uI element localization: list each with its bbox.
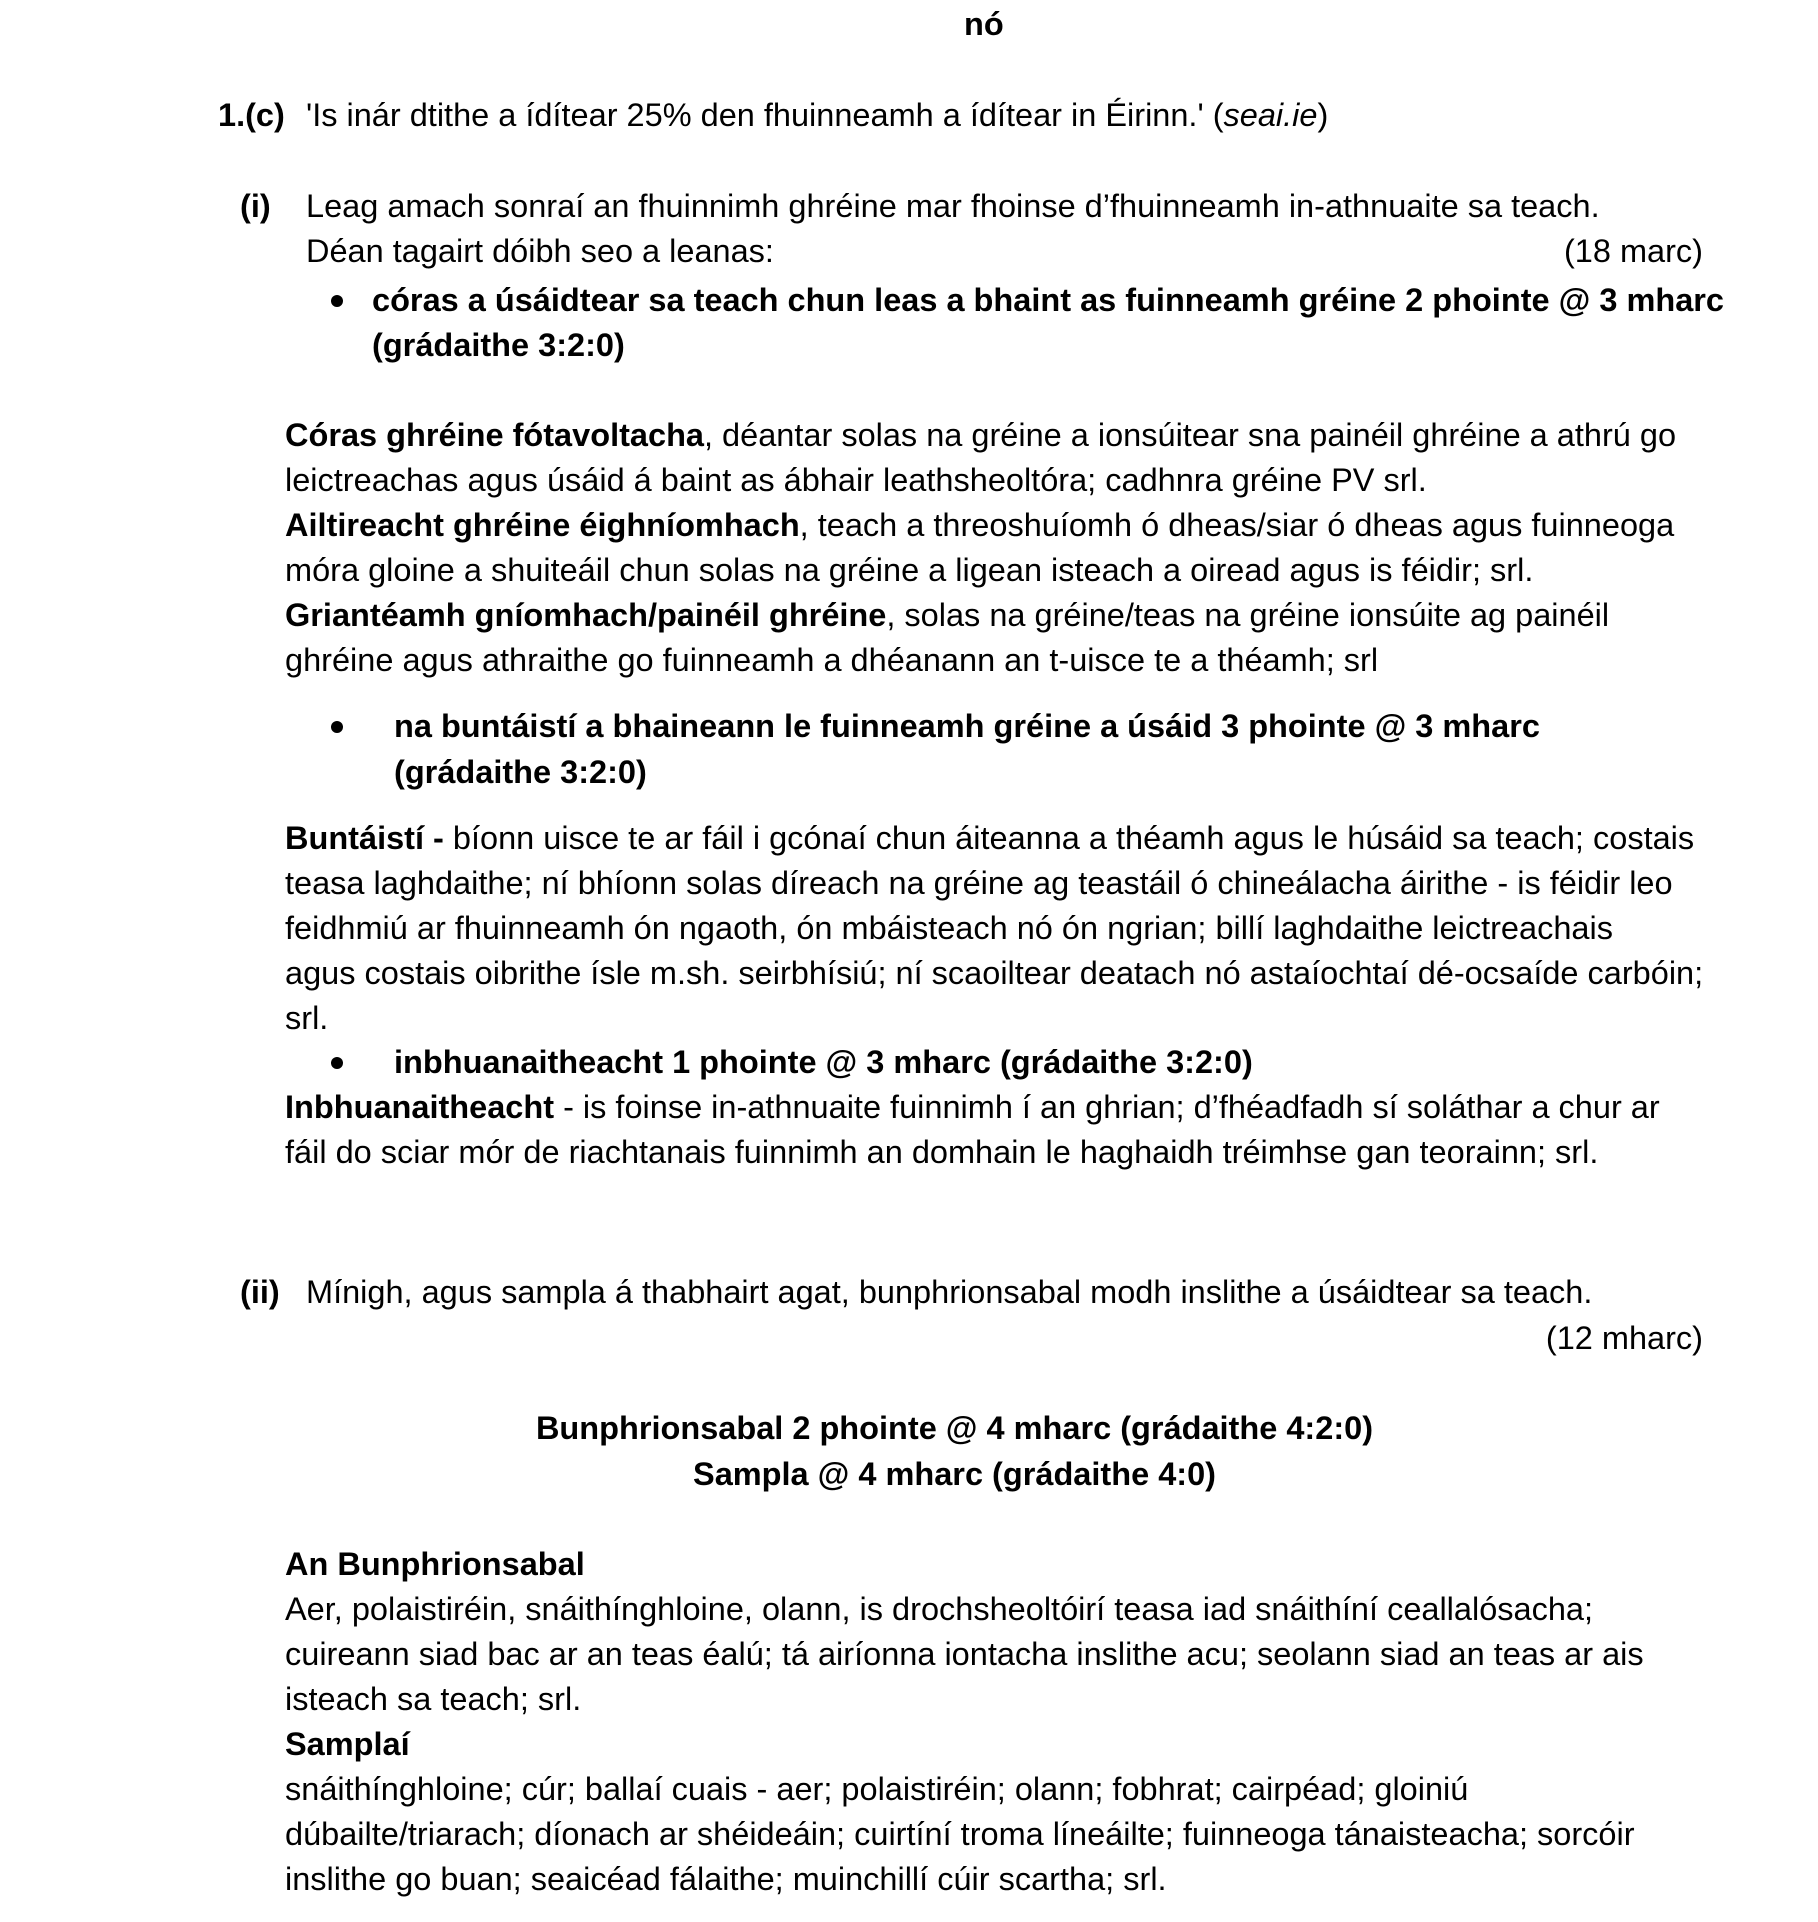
advantages-line3: feidhmiú ar fhuinneamh ón ngaoth, ón mbáisteach nó ón ngrian; billí laghdaithe leictreachais	[285, 910, 1613, 946]
system-2-rest: , teach a threoshuíomh ó dheas/siar ó dheas agus fuinneoga	[799, 507, 1675, 543]
quote-source: seai.ie	[1223, 97, 1318, 133]
principle-heading: An Bunphrionsabal	[285, 1546, 585, 1582]
principle-line1: Aer, polaistiréin, snáithínghloine, olann, is drochsheoltóirí teasa iad snáithíní ceallalósacha;	[285, 1591, 1594, 1627]
sustainability-line2: fáil do sciar mór de riachtanais fuinnimh an domhain le haghaidh tréimhse gan teorainn; srl.	[285, 1134, 1599, 1170]
bullet-2-line2: (grádaithe 3:2:0)	[394, 754, 647, 790]
part-ii-marks: (12 mharc)	[1545, 1320, 1703, 1356]
principle-line2: cuireann siad bac ar an teas éalú; tá airíonna iontacha inslithe acu; seolann siad an teas ar ais	[285, 1636, 1644, 1672]
advantages-line4: agus costais oibrithe ísle m.sh. seirbhísiú; ní scaoiltear deatach nó astaíochtaí dé-ocsaíde carbóin;	[285, 955, 1704, 991]
system-1-line2: leictreachas agus úsáid á baint as ábhair leathsheoltóra; cadhnra gréine PV srl.	[285, 462, 1427, 498]
bullet-1-line2: (grádaithe 3:2:0)	[372, 327, 625, 363]
question-quote	[306, 93, 1328, 138]
bullet-2	[331, 721, 343, 733]
marking-scheme-1: Bunphrionsabal 2 phointe @ 4 mharc (grádaithe 4:2:0)	[535, 1410, 1374, 1446]
advantages-rest: bíonn uisce te ar fáil i gcónaí chun áiteanna a théamh agus le húsáid sa teach; costais	[443, 820, 1695, 856]
quote-close: )	[1317, 97, 1329, 133]
bullet-3	[331, 1057, 343, 1069]
advantages-block	[285, 816, 1703, 1041]
bullet-2-line1: na buntáistí a bhaineann le fuinneamh gréine a úsáid 3 phointe @ 3 mharc	[394, 708, 1540, 744]
system-2-line2: móra gloine a shuiteáil chun solas na gréine a ligean isteach a oiread agus is féidir; srl.	[285, 552, 1534, 588]
examples-heading: Samplaí	[285, 1726, 410, 1762]
part-ii-line1: Mínigh, agus sampla á thabhairt agat, bunphrionsabal modh inslithe a úsáidtear sa teach.	[306, 1274, 1593, 1310]
system-3-line2: ghréine agus athraithe go fuinneamh a dhéanann an t-uisce te a théamh; srl	[285, 642, 1379, 678]
sustainability-rest: - is foinse in-athnuaite fuinnimh í an ghrian; d’fhéadfadh sí soláthar a chur ar	[554, 1089, 1660, 1125]
advantages-line2: teasa laghdaithe; ní bhíonn solas díreach na gréine ag teastáil ó chineálacha áirithe - is féidir leo	[285, 865, 1673, 901]
part-i-line1: Leag amach sonraí an fhuinnimh ghréine mar fhoinse d’fhuinneamh in-athnuaite sa teach.	[306, 188, 1600, 224]
system-1-line1	[285, 413, 1676, 458]
part-i-marks: (18 marc)	[1563, 233, 1703, 269]
system-1-rest: , déantar solas na gréine a ionsúitear sna painéil ghréine a athrú go	[704, 417, 1677, 453]
part-i-label: (i)	[240, 188, 271, 224]
marking-scheme-2: Sampla @ 4 mharc (grádaithe 4:0)	[693, 1456, 1216, 1492]
bullet-3-line1: inbhuanaitheacht 1 phointe @ 3 mharc (grádaithe 3:2:0)	[394, 1044, 1253, 1080]
bullet-1	[331, 295, 343, 307]
part-ii-label: (ii)	[240, 1274, 280, 1310]
sustainability-block	[285, 1085, 1660, 1175]
system-3-rest: , solas na gréine/teas na gréine ionsúite ag painéil	[886, 597, 1610, 633]
system-3-term: Griantéamh gníomhach/painéil ghréine	[285, 597, 887, 633]
system-1-term: Córas ghréine fótavoltacha	[285, 417, 704, 453]
sustainability-term: Inbhuanaitheacht	[285, 1089, 555, 1125]
system-3-line1	[285, 593, 1676, 638]
principle-block	[285, 1542, 1644, 1902]
system-2-line1	[285, 503, 1676, 548]
quote-text: 'Is inár dtithe a ídítear 25% den fhuinneamh a ídítear in Éirinn.' (	[306, 97, 1224, 133]
examples-line1: snáithínghloine; cúr; ballaí cuais - aer; polaistiréin; olann; fobhrat; cairpéad; gloiniú	[285, 1771, 1469, 1807]
examples-line3: inslithe go buan; seaicéad fálaithe; muinchillí cúir scartha; srl.	[285, 1861, 1167, 1897]
or-heading: nó	[964, 6, 1004, 42]
examples-line2: dúbailte/triarach; díonach ar shéideáin; cuirtíní troma líneáilte; fuinneoga tánaisteacha; sorcóir	[285, 1816, 1635, 1852]
solar-systems-block	[285, 413, 1676, 683]
system-2-term: Ailtireacht ghréine éighníomhach	[285, 507, 800, 543]
sustainability-line1	[285, 1085, 1660, 1130]
advantages-line1	[285, 816, 1703, 861]
advantages-term: Buntáistí -	[285, 820, 444, 856]
question-number: 1.(c)	[218, 97, 285, 133]
principle-line3: isteach sa teach; srl.	[285, 1681, 582, 1717]
advantages-line5: srl.	[285, 1000, 329, 1036]
bullet-1-line1: córas a úsáidtear sa teach chun leas a bhaint as fuinneamh gréine 2 phointe @ 3 mharc	[372, 282, 1724, 318]
part-i-line2: Déan tagairt dóibh seo a leanas:	[306, 233, 774, 269]
